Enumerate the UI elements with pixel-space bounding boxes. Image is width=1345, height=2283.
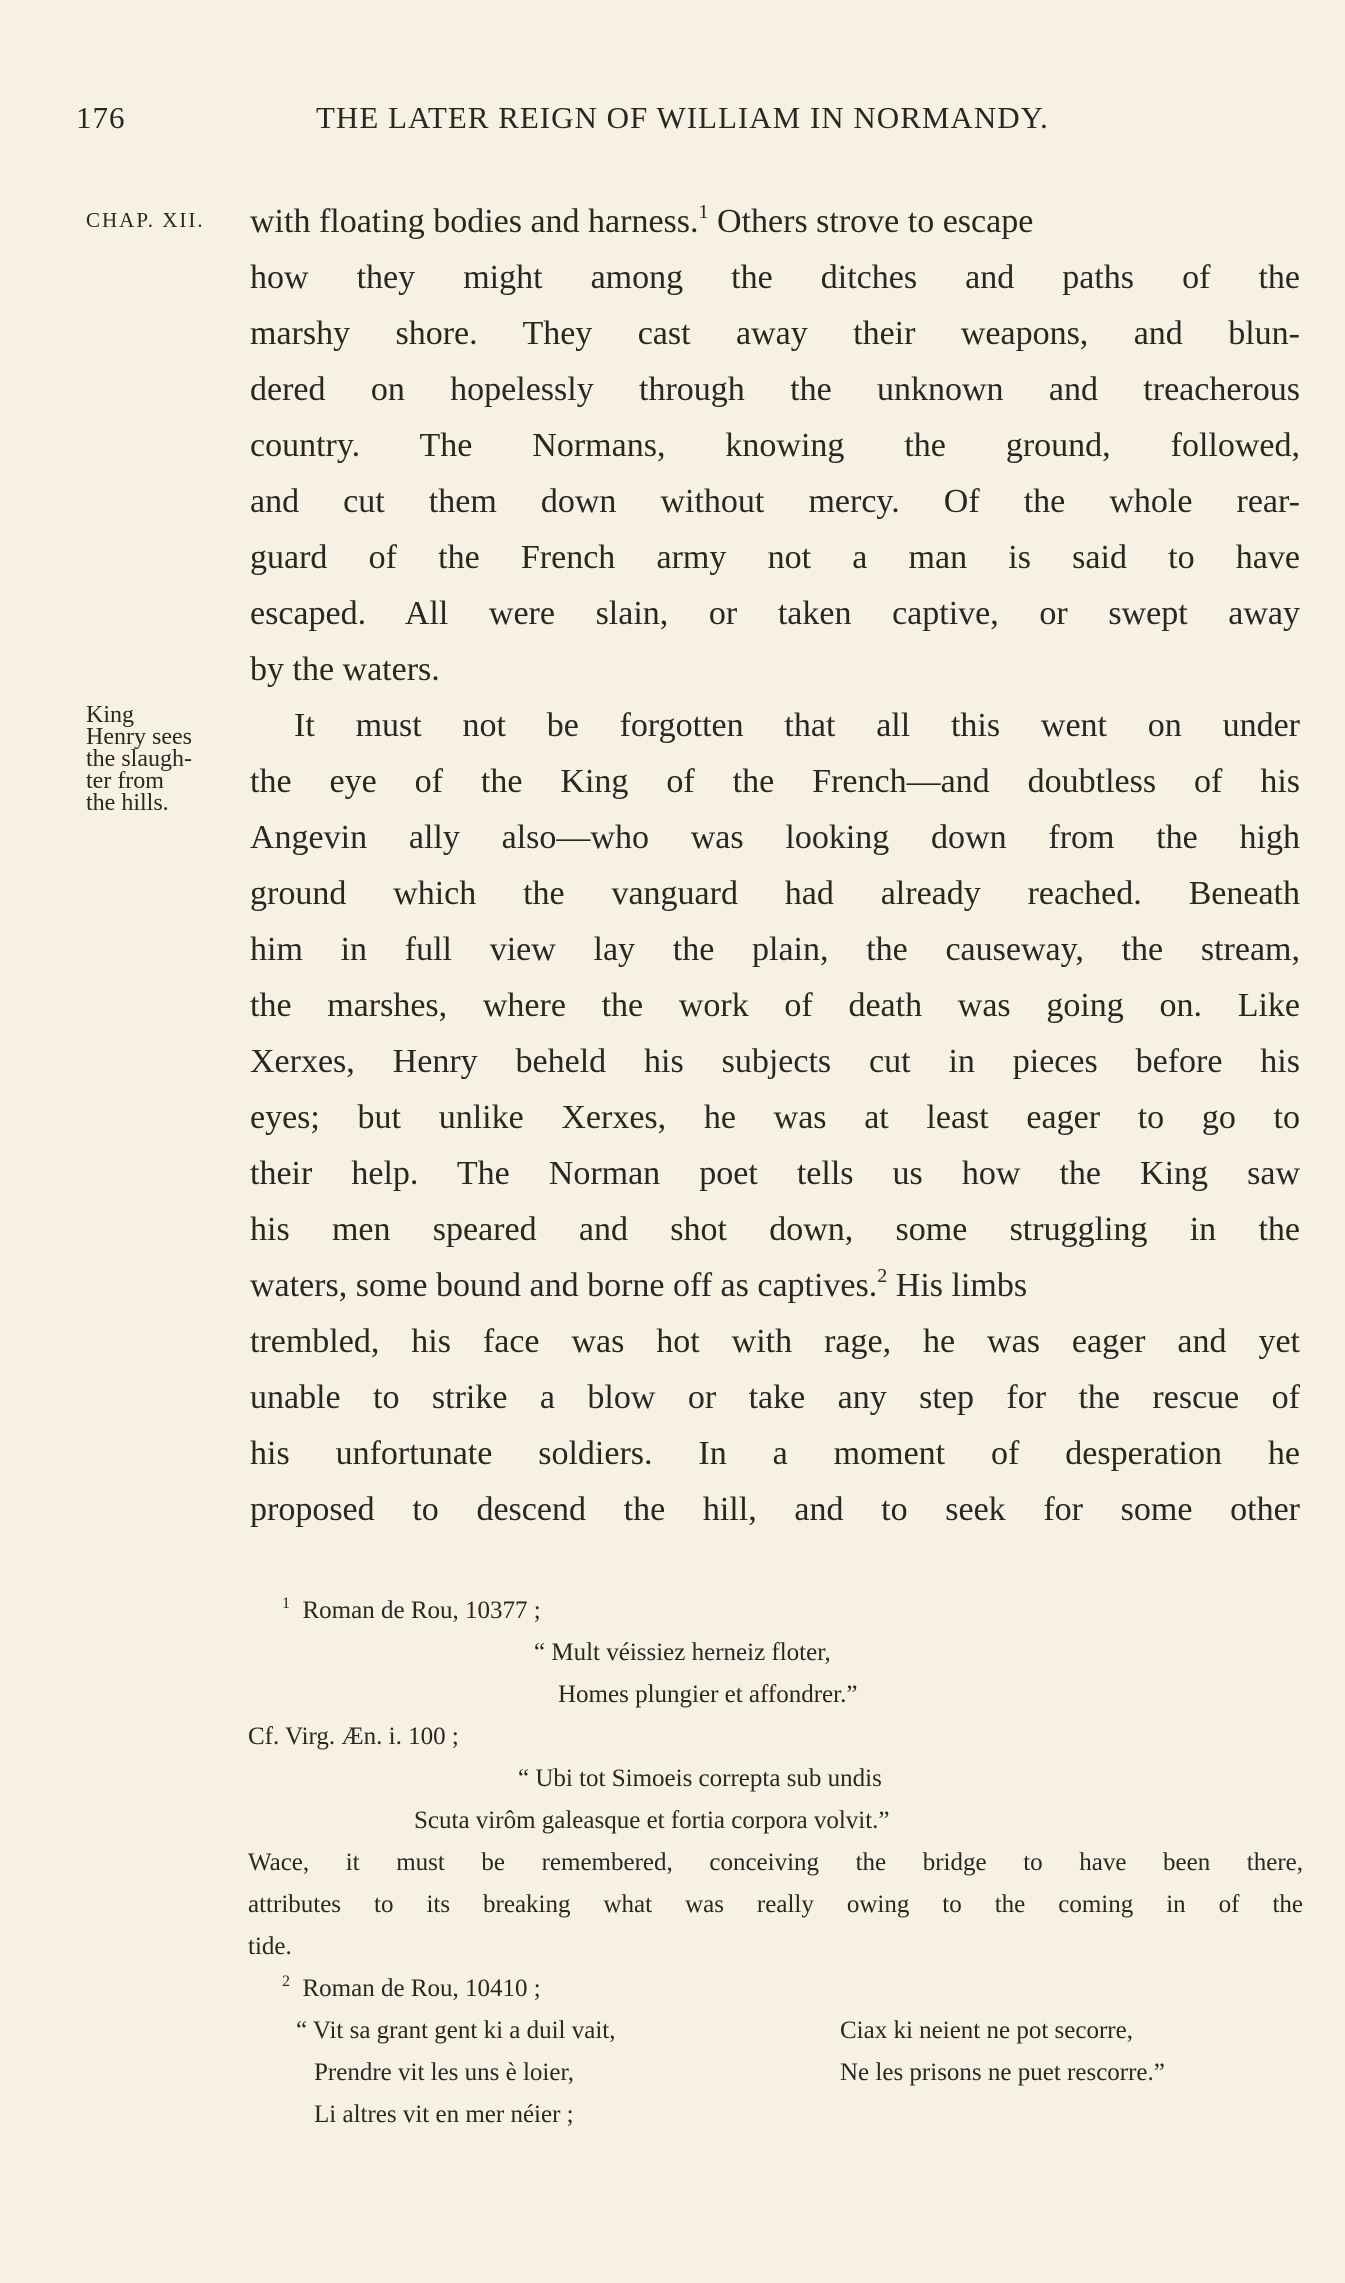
body-line: proposed to descend the hill, and to seek for some other	[250, 1491, 1300, 1528]
verse-line: “ Vit sa grant gent ki a duil vait,	[296, 2017, 616, 2044]
footnote-line: “ Mult véissiez herneiz floter,	[534, 1639, 831, 1666]
footnote-line: $^2$ Roman de Rou, 10410 ;	[282, 1973, 541, 2002]
footnote-line: Wace, it must be remembered, conceiving the bridge to have been there,	[248, 1849, 1303, 1876]
footnote-ref: 1	[698, 201, 709, 223]
body-line: unable to strike a blow or take any step for the rescue of	[250, 1379, 1300, 1416]
chapter-label: CHAP. XII.	[86, 208, 205, 232]
body-line: country. The Normans, knowing the ground, followed,	[250, 427, 1300, 464]
margin-note-line: the slaugh-	[86, 746, 192, 772]
margin-note-line: ter from	[86, 768, 164, 794]
body-line: his men speared and shot down, some struggling in the	[250, 1211, 1300, 1248]
verse-column-left	[296, 2010, 616, 2136]
footnotes	[248, 1590, 1303, 2136]
margin-note-line: King	[86, 702, 134, 728]
footnote-line: tide.	[248, 1933, 292, 1960]
verse-line: Ciax ki neient ne pot secorre,	[840, 2017, 1133, 2044]
verse-line: Li altres vit en mer néier ;	[314, 2101, 574, 2128]
body-line: him in full view lay the plain, the causeway, the stream,	[250, 931, 1300, 968]
margin-note-line: the hills.	[86, 790, 169, 816]
footnote-line: Cf. Virg. Æn. i. 100 ;	[248, 1723, 459, 1750]
verse-column-right	[840, 2010, 1165, 2094]
body-line: eyes; but unlike Xerxes, he was at least eager to go to	[250, 1099, 1300, 1136]
body-line: Angevin ally also—who was looking down from the high	[250, 819, 1300, 856]
body-line: how they might among the ditches and paths of the	[250, 259, 1300, 296]
running-title: THE LATER REIGN OF WILLIAM IN NORMANDY.	[316, 100, 1049, 135]
body-line: and cut them down without mercy. Of the whole rear-	[250, 483, 1300, 520]
margin-note-line: Henry sees	[86, 724, 192, 750]
body-line: their help. The Norman poet tells us how the King saw	[250, 1155, 1300, 1192]
verse-line: Ne les prisons ne puet rescorre.”	[840, 2059, 1165, 2086]
body-line: ground which the vanguard had already reached. Beneath	[250, 875, 1300, 912]
body-line: with floating bodies and harness.$^1$ Others strove to escape	[250, 201, 1034, 240]
body-line: waters, some bound and borne off as captives.$^2$ His limbs	[250, 1265, 1028, 1304]
footnote-line: Scuta virôm galeasque et fortia corpora volvit.”	[414, 1807, 890, 1834]
body-line: by the waters.	[250, 651, 440, 688]
body-line: guard of the French army not a man is said to have	[250, 539, 1300, 576]
body-line: escaped. All were slain, or taken captive, or swept away	[250, 595, 1300, 632]
body-line: the marshes, where the work of death was going on. Like	[250, 987, 1300, 1024]
footnote-line: “ Ubi tot Simoeis correpta sub undis	[518, 1765, 882, 1792]
margin-note	[86, 704, 246, 814]
footnote-line: $^1$ Roman de Rou, 10377 ;	[282, 1595, 541, 1624]
body-line: It must not be forgotten that all this went on under	[294, 707, 1300, 744]
body-line: the eye of the King of the French—and doubtless of his	[250, 763, 1300, 800]
footnote-line: attributes to its breaking what was really owing to the coming in of the	[248, 1891, 1303, 1918]
body-line: his unfortunate soldiers. In a moment of desperation he	[250, 1435, 1300, 1472]
footnote-line: Homes plungier et affondrer.”	[558, 1681, 858, 1708]
body-line: marshy shore. They cast away their weapons, and blun-	[250, 315, 1300, 352]
body-text	[250, 194, 1300, 1538]
body-line: dered on hopelessly through the unknown and treacherous	[250, 371, 1300, 408]
verse-columns	[248, 2010, 1303, 2136]
footnote-ref: 2	[877, 1265, 888, 1287]
body-line: trembled, his face was hot with rage, he was eager and yet	[250, 1323, 1300, 1360]
body-line: Xerxes, Henry beheld his subjects cut in pieces before his	[250, 1043, 1300, 1080]
verse-line: Prendre vit les uns è loier,	[314, 2059, 575, 2086]
page-number: 176	[76, 100, 126, 135]
